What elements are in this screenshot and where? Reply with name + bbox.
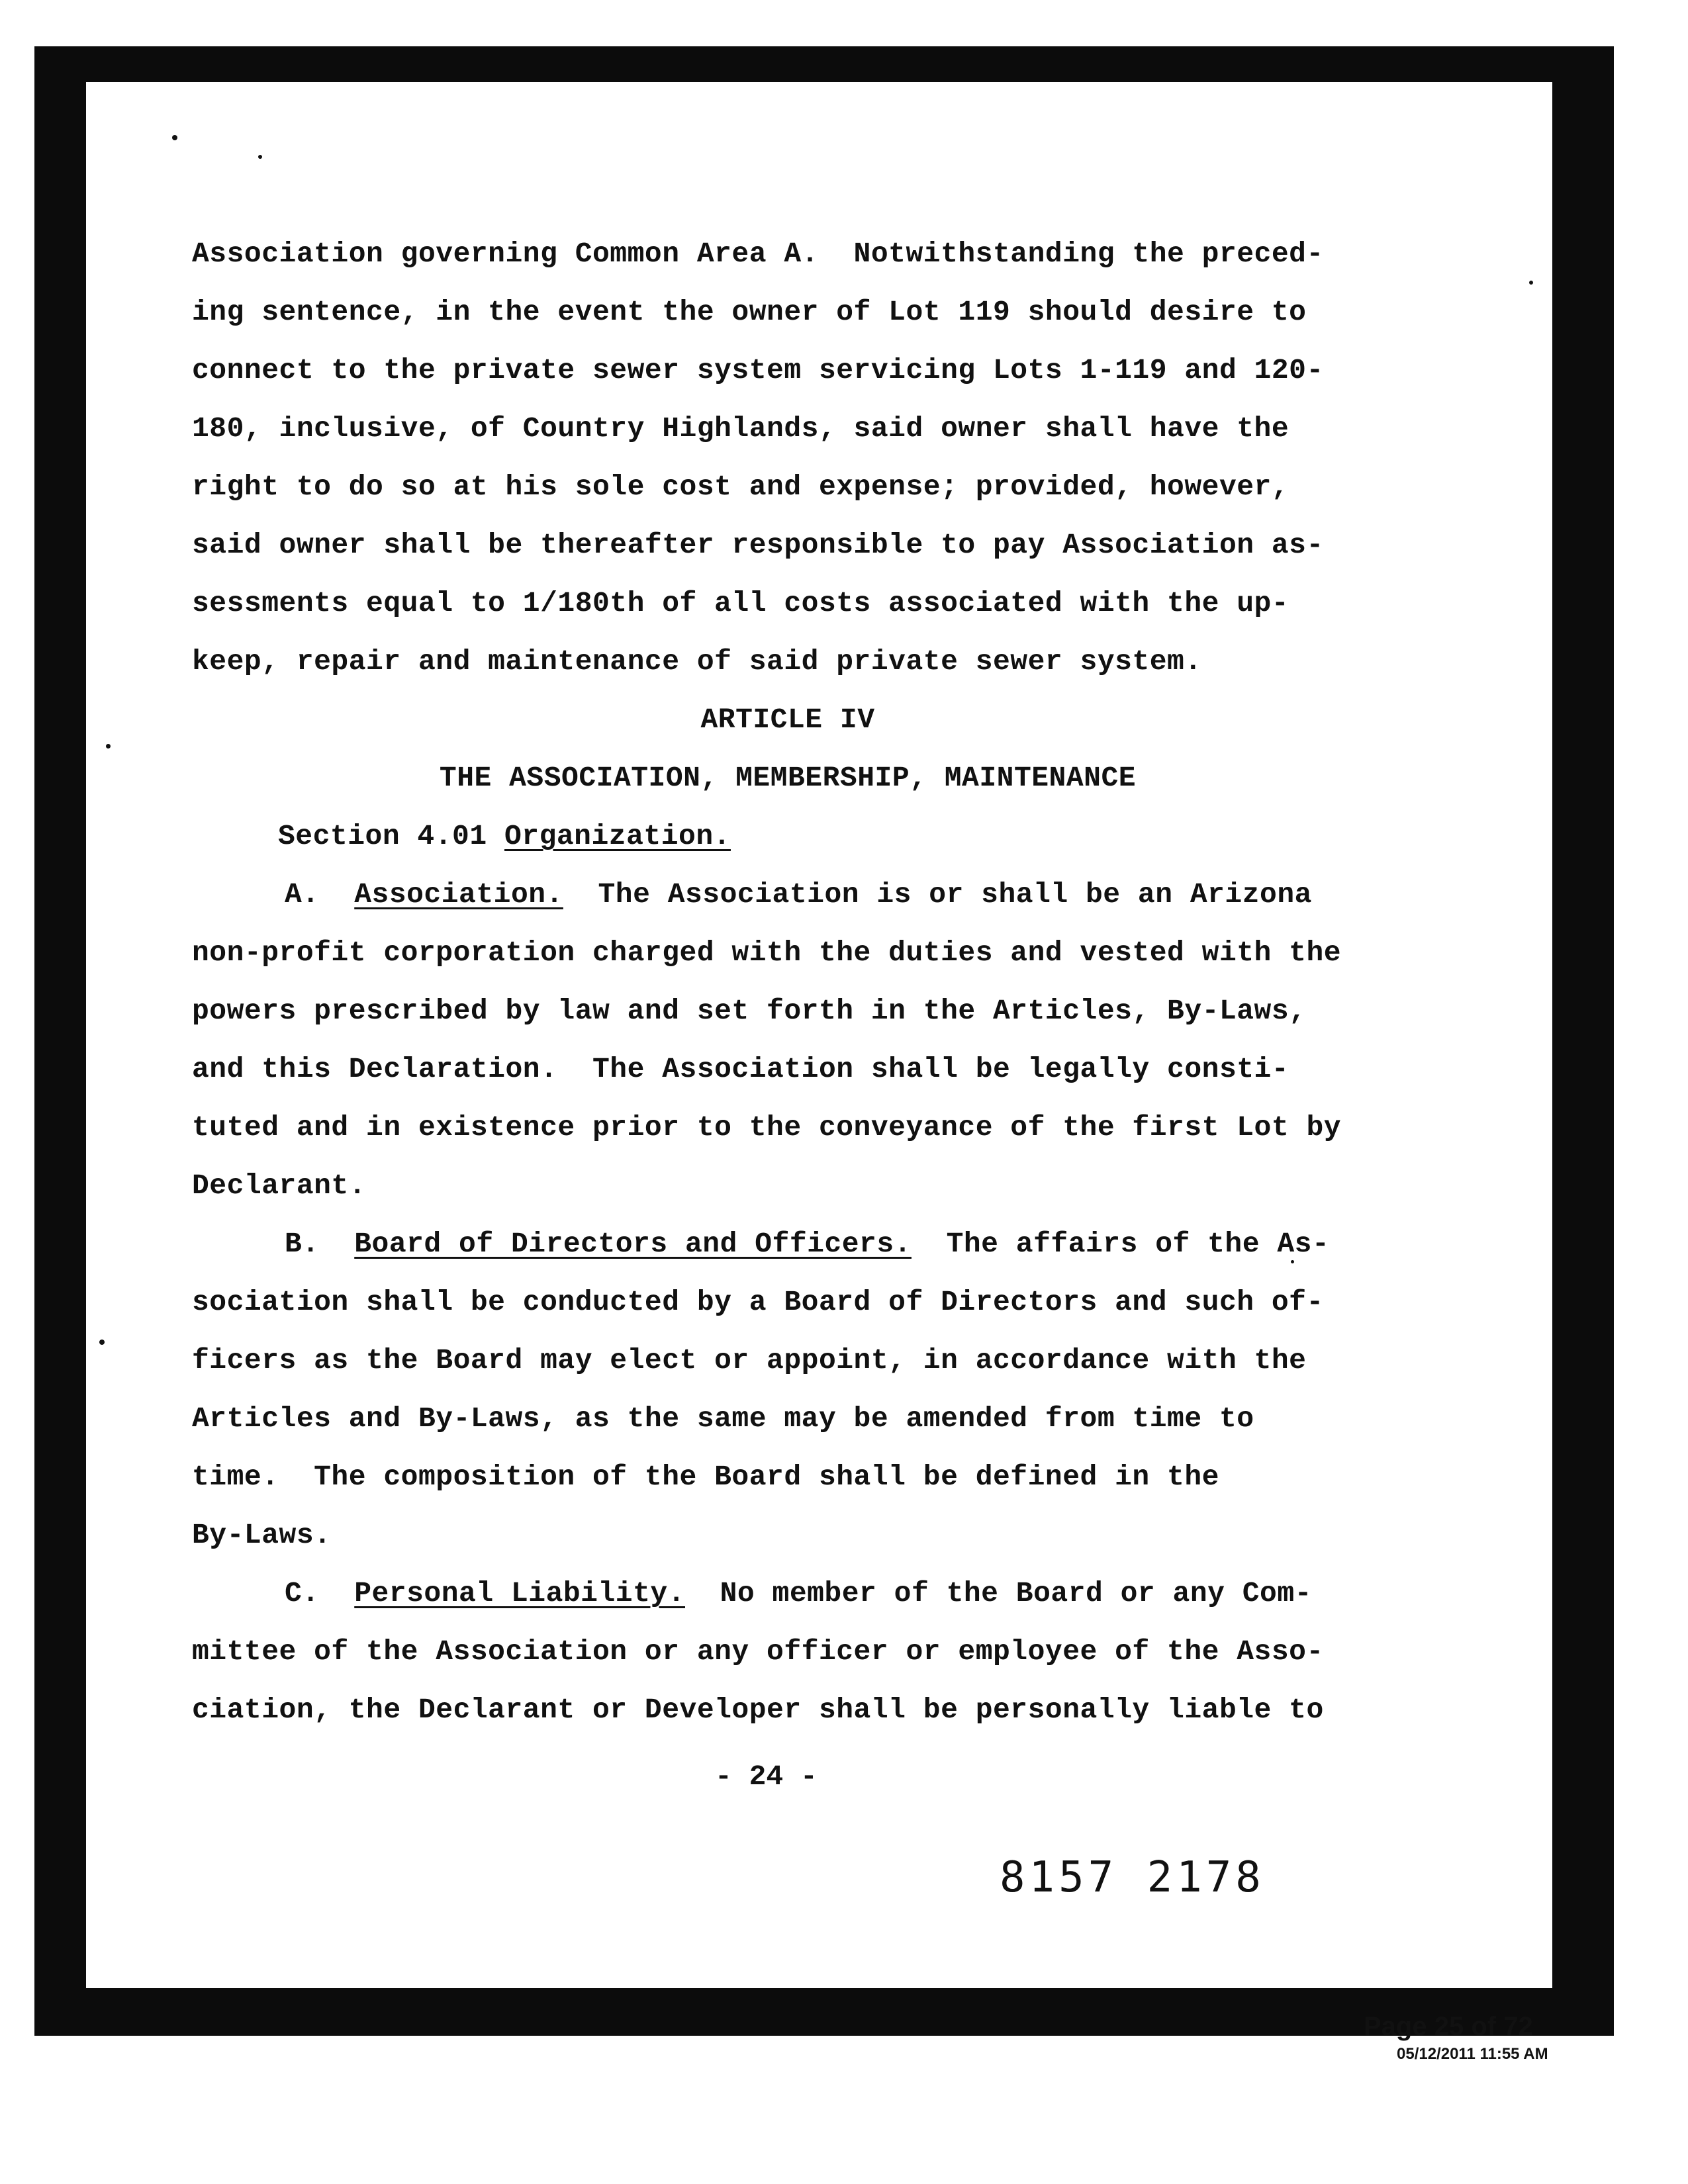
body-line: sociation shall be conducted by a Board of Directors and such of-	[192, 1286, 1324, 1318]
body-line: non-profit corporation charged with the duties and vested with the	[192, 936, 1342, 969]
footer-timestamp: 05/12/2011 11:55 AM	[1397, 2045, 1548, 2063]
footer-page-label: Page 25 of 72	[1364, 2012, 1533, 2041]
body-line: said owner shall be thereafter responsible to pay Association as-	[192, 529, 1324, 561]
body-line: ing sentence, in the event the owner of Lot 119 should desire to	[192, 296, 1307, 328]
page-number: - 24 -	[715, 1760, 818, 1793]
body-line: and this Declaration. The Association shall be legally consti-	[192, 1053, 1289, 1085]
paragraph-b-label: B.	[285, 1228, 320, 1260]
body-line: Association governing Common Area A. Notwithstanding the preced-	[192, 238, 1324, 270]
section-number: Section 4.01	[278, 820, 487, 852]
body-line: connect to the private sewer system servicing Lots 1-119 and 120-	[192, 354, 1324, 387]
paragraph-c-label: C.	[285, 1577, 320, 1610]
body-line: ficers as the Board may elect or appoint, in accordance with the	[192, 1344, 1307, 1377]
article-heading: ARTICLE IV	[700, 704, 875, 736]
body-line: 180, inclusive, of Country Highlands, said owner shall have the	[192, 412, 1289, 445]
record-number: 8157 2178	[1000, 1853, 1265, 1902]
paragraph-b-heading: Board of Directors and Officers.	[354, 1228, 912, 1260]
body-line: powers prescribed by law and set forth in the Articles, By-Laws,	[192, 995, 1307, 1027]
body-line: Declarant.	[192, 1169, 367, 1202]
paragraph-c-heading: Personal Liability.	[354, 1577, 685, 1610]
paragraph-c-first-line	[192, 1565, 1383, 1623]
body-line: right to do so at his sole cost and expense; provided, however,	[192, 471, 1289, 503]
document-body	[192, 225, 1383, 1739]
paragraph-a-heading: Association.	[354, 878, 563, 911]
body-line: mittee of the Association or any officer or employee of the Asso-	[192, 1635, 1324, 1668]
paragraph-b-first-line	[192, 1215, 1383, 1273]
body-line: sessments equal to 1/180th of all costs associated with the up-	[192, 587, 1289, 619]
paragraph-a-label: A.	[285, 878, 320, 911]
article-title: THE ASSOCIATION, MEMBERSHIP, MAINTENANCE	[439, 762, 1137, 794]
paragraph-a-first-line	[192, 866, 1383, 924]
body-line: keep, repair and maintenance of said private sewer system.	[192, 645, 1202, 678]
paragraph-c-text: No member of the Board or any Com-	[720, 1577, 1312, 1610]
section-title: Organization.	[504, 820, 731, 852]
body-line: tuted and in existence prior to the conveyance of the first Lot by	[192, 1111, 1342, 1144]
body-line: Articles and By-Laws, as the same may be amended from time to	[192, 1402, 1254, 1435]
paragraph-b-text: The affairs of the As-	[946, 1228, 1330, 1260]
body-line: time. The composition of the Board shall be defined in the	[192, 1461, 1219, 1493]
body-line: ciation, the Declarant or Developer shall be personally liable to	[192, 1694, 1324, 1726]
paragraph-a-text: The Association is or shall be an Arizona	[598, 878, 1312, 911]
body-line: By-Laws.	[192, 1519, 332, 1551]
section-heading	[192, 807, 1383, 866]
